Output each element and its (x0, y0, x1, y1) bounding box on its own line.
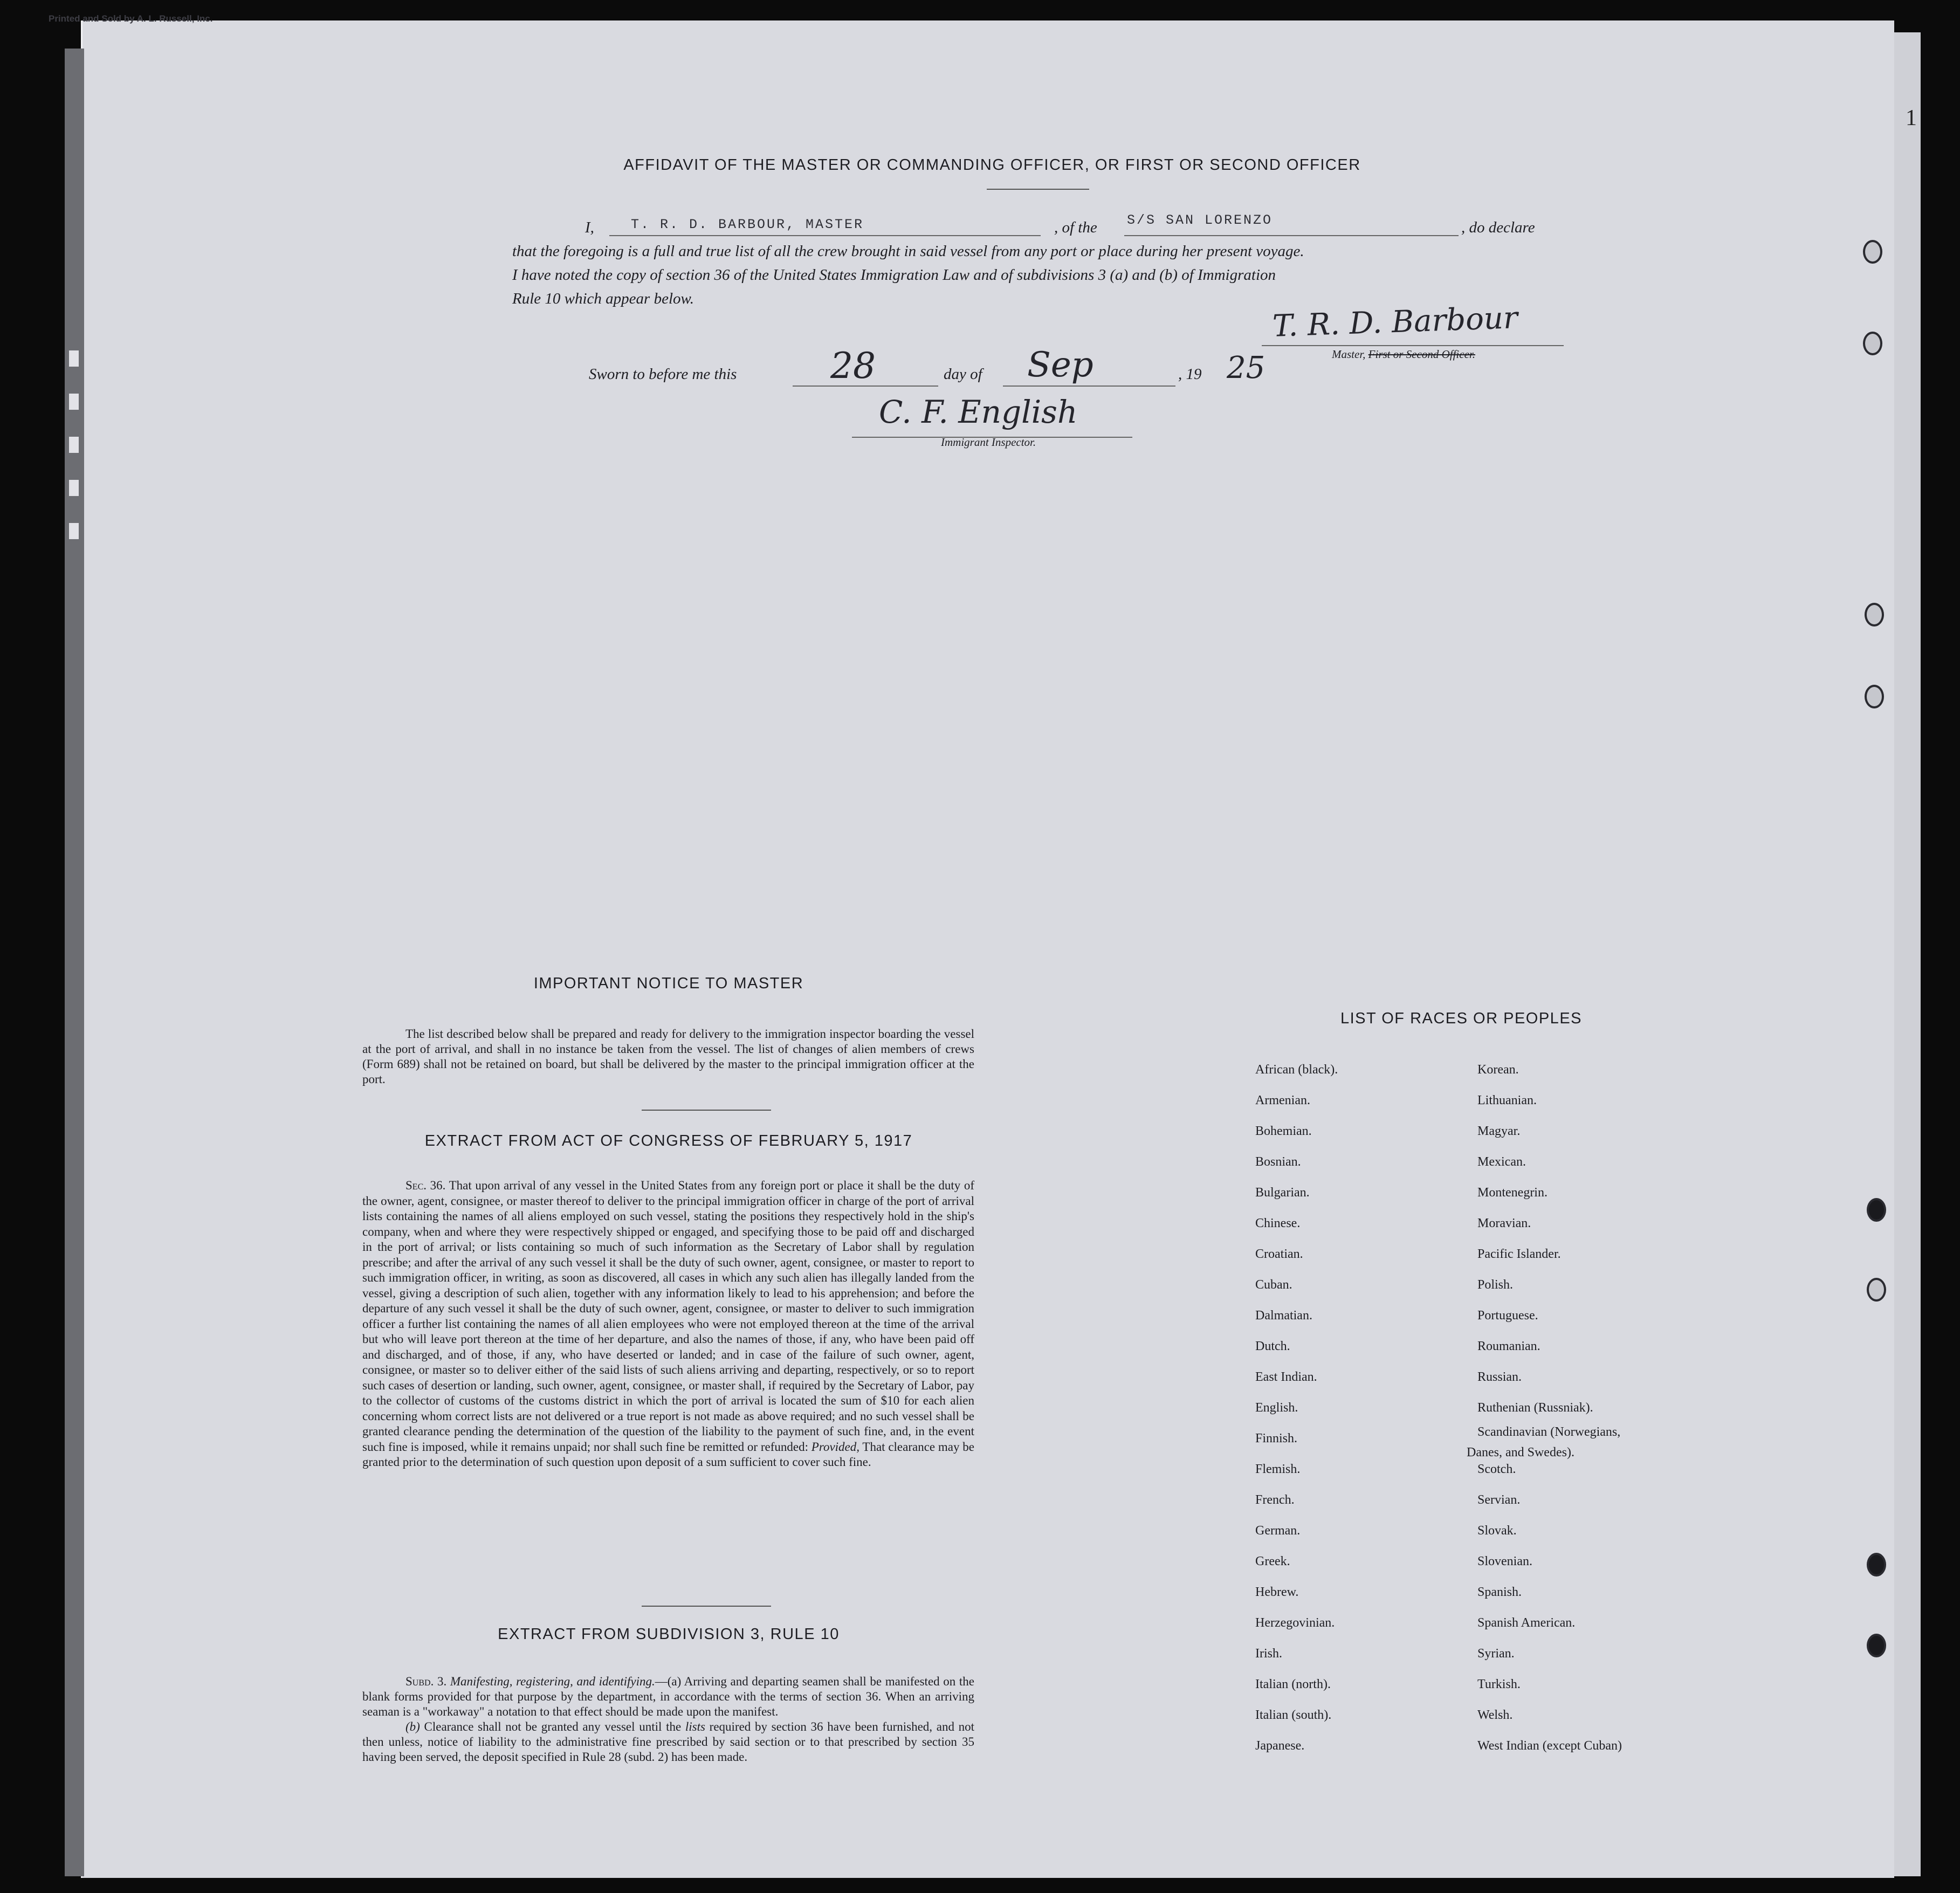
heading-rule (987, 189, 1089, 190)
race-item: Roumanian. (1477, 1339, 1541, 1353)
race-item: Pacific Islander. (1477, 1247, 1561, 1261)
race-item: German. (1255, 1524, 1301, 1538)
race-item: Bohemian. (1255, 1124, 1312, 1138)
races-heading: LIST OF RACES OR PEOPLES (1340, 1010, 1583, 1027)
affidavit-heading: AFFIDAVIT OF THE MASTER OR COMMANDING OFFICER, OR FIRST OR SECOND OFFICER (623, 156, 1361, 174)
race-item: Chinese. (1255, 1216, 1301, 1230)
race-item: Slovak. (1477, 1524, 1517, 1538)
sworn-day: 28 (830, 345, 876, 387)
day-of-label: day of (944, 366, 982, 383)
race-item: Cuban. (1255, 1278, 1292, 1292)
do-declare-label: , do declare (1461, 219, 1535, 236)
punch-hole (1863, 240, 1882, 264)
race-item: French. (1255, 1493, 1295, 1507)
race-item: Scotch. (1477, 1462, 1516, 1476)
notice-heading: IMPORTANT NOTICE TO MASTER (533, 975, 804, 992)
rule10-heading: EXTRACT FROM SUBDIVISION 3, RULE 10 (498, 1626, 840, 1643)
signature-line (1262, 345, 1564, 346)
race-item: Italian (north). (1255, 1677, 1331, 1691)
race-item: Korean. (1477, 1063, 1519, 1077)
month-fill-line (1003, 386, 1175, 387)
name-fill-line (609, 235, 1041, 236)
act-heading: EXTRACT FROM ACT OF CONGRESS OF FEBRUARY 5, 1917 (424, 1132, 913, 1149)
race-item: Armenian. (1255, 1093, 1310, 1107)
race-item: Slovenian. (1477, 1554, 1532, 1568)
sworn-year: 25 (1227, 350, 1266, 386)
race-item: Spanish American. (1477, 1616, 1576, 1630)
race-item: Herzegovinian. (1255, 1616, 1335, 1630)
race-item: Welsh. (1477, 1708, 1513, 1722)
sworn-month: Sep (1027, 345, 1094, 385)
page-number: 1 (1906, 106, 1917, 130)
manifest-page (81, 20, 1894, 1878)
race-item: West Indian (except Cuban) (1477, 1739, 1622, 1753)
printer-imprint: Printed and Sold by A. L. Russell, Inc. (49, 13, 213, 24)
race-item: Syrian. (1477, 1647, 1515, 1661)
race-item: Servian. (1477, 1493, 1521, 1507)
punch-hole (1867, 1278, 1886, 1302)
race-item: Polish. (1477, 1278, 1514, 1292)
rule10-text: Subd. 3. Manifesting, registering, and identifying.—(a) Arriving and departing seamen shall be manifested on the blank forms provided for that purpose by the department, in accordance with the terms of section 36. When an arriving seaman is a "workaway" a notation to that effect should be made upon the manifest. (b) Clearance shall not be granted any vessel until the lists required by section 36 have been furnished, and not then unless, notice of liability to the administrative fine prescribed by said section or to that prescribed by section 35 having been served, the deposit specified in Rule 28 (subd. 2) has been made. (362, 1675, 975, 1764)
inspector-signature: C. F. English (879, 394, 1078, 430)
notice-text: The list described below shall be prepared and ready for delivery to the immigration inspector boarding the vessel at the port of arrival, and shall in no instance be taken from the vessel. The list of changes of alien members of crews (Form 689) shall not be retained on board, but shall be delivered by the master to the principal immigration officer at the port. (362, 1027, 974, 1086)
race-item: Dalmatian. (1255, 1309, 1312, 1323)
signature-caption: Master, First or Second Officer. (1332, 348, 1475, 361)
race-item: Mexican. (1477, 1155, 1526, 1169)
race-item: Bosnian. (1255, 1155, 1301, 1169)
race-item: English. (1255, 1401, 1298, 1415)
race-item: Scandinavian (Norwegians, (1477, 1425, 1621, 1439)
affidavit-line-4: Rule 10 which appear below. (512, 290, 694, 307)
race-item: Turkish. (1477, 1677, 1521, 1691)
race-item: Montenegrin. (1477, 1186, 1548, 1200)
of-the-label: , of the (1054, 219, 1097, 236)
race-item: Russian. (1477, 1370, 1522, 1384)
sworn-label: Sworn to before me this (589, 366, 737, 383)
master-name-typed: T. R. D. BARBOUR, MASTER (631, 217, 864, 232)
act-text: Sec. 36. That upon arrival of any vessel in the United States from any foreign port or place it shall be the duty of the owner, agent, consignee, or master thereof to deliver to the principal immigration officer in charge of the port of arrival lists containing the names of all aliens employed on such vessel, stating the positions they respectively hold in the ship's company, when and where they were respectively shipped or engaged, and specifying those to be paid off and discharged in the port of arrival; or lists containing so much of such information as the Secretary of Labor shall by regulation prescribe; and after the arrival of any such vessel it shall be the duty of such owner, agent, consignee, or master to report to such immigration officer, in writing, as soon as discovered, all cases in which any such alien has illegally landed from the vessel, giving a description of such alien, together with any information likely to lead to his apprehension; and before the departure of any such vessel it shall be the duty of such owner, agent, consignee, or master to deliver to such immigration officer a further list containing the names of all alien employees who were not employed thereon at the time of the arrival but who will leave port thereon at the time of her departure, and also the names of those, if any, who have been paid off and discharged, and of those, if any, who have deserted or landed; and in case of the failure of such owner, agent, consignee, or master so to deliver either of the said lists of such aliens arriving and departing, respectively, or so to report such cases of desertion or landing, such owner, agent, consignee, or master shall, if required by the Secretary of Labor, pay to the collector of customs of the customs district in which the port of arrival is located the sum of $10 for each alien concerning whom correct lists are not delivered or a true report is not made as above required; and no such vessel shall be granted clearance pending the determination of the question of the liability to the payment of such fine, and, in the event such fine is imposed, while it remains unpaid; nor shall such fine be remitted or refunded: Provided, That clearance may be granted prior to the determination of such question upon deposit of a sum sufficient to cover such fine. (362, 1179, 974, 1469)
race-item: Portuguese. (1477, 1309, 1538, 1323)
race-item: Dutch. (1255, 1339, 1290, 1353)
race-item: Greek. (1255, 1554, 1290, 1568)
punch-hole (1867, 1634, 1886, 1657)
race-item: Japanese. (1255, 1739, 1305, 1753)
race-item: Bulgarian. (1255, 1186, 1310, 1200)
binding-strip (65, 49, 84, 1876)
affidavit-i: I, (585, 219, 594, 236)
race-item: Finnish. (1255, 1431, 1298, 1445)
race-item: Flemish. (1255, 1462, 1301, 1476)
vessel-fill-line (1124, 235, 1459, 236)
vessel-name-typed: S/S SAN LORENZO (1127, 212, 1273, 228)
race-item: Magyar. (1477, 1124, 1521, 1138)
section-rule (642, 1110, 771, 1111)
race-item: East Indian. (1255, 1370, 1317, 1384)
race-item: Irish. (1255, 1647, 1282, 1661)
affidavit-line-2: that the foregoing is a full and true list of all the crew brought in said vessel from any port or place during her present voyage. (512, 243, 1304, 260)
master-signature: T. R. D. Barbour (1272, 300, 1518, 344)
punch-hole (1867, 1553, 1886, 1577)
race-item: Croatian. (1255, 1247, 1303, 1261)
race-item: Lithuanian. (1477, 1093, 1537, 1107)
punch-hole (1865, 685, 1884, 708)
section-rule (642, 1606, 771, 1607)
punch-hole (1865, 603, 1884, 627)
race-item: Spanish. (1477, 1585, 1522, 1599)
race-item: Danes, and Swedes). (1467, 1445, 1574, 1460)
race-item: African (black). (1255, 1063, 1338, 1077)
race-item: Hebrew. (1255, 1585, 1299, 1599)
year-prefix: , 19 (1178, 366, 1202, 383)
affidavit-line-3: I have noted the copy of section 36 of the United States Immigration Law and of subdivisions 3 (a) and (b) of Immigration (512, 266, 1276, 284)
inspector-caption: Immigrant Inspector. (941, 436, 1036, 449)
punch-hole (1867, 1198, 1886, 1222)
race-item: Moravian. (1477, 1216, 1531, 1230)
race-item: Ruthenian (Russniak). (1477, 1401, 1593, 1415)
punch-hole (1863, 332, 1882, 355)
race-item: Italian (south). (1255, 1708, 1332, 1722)
